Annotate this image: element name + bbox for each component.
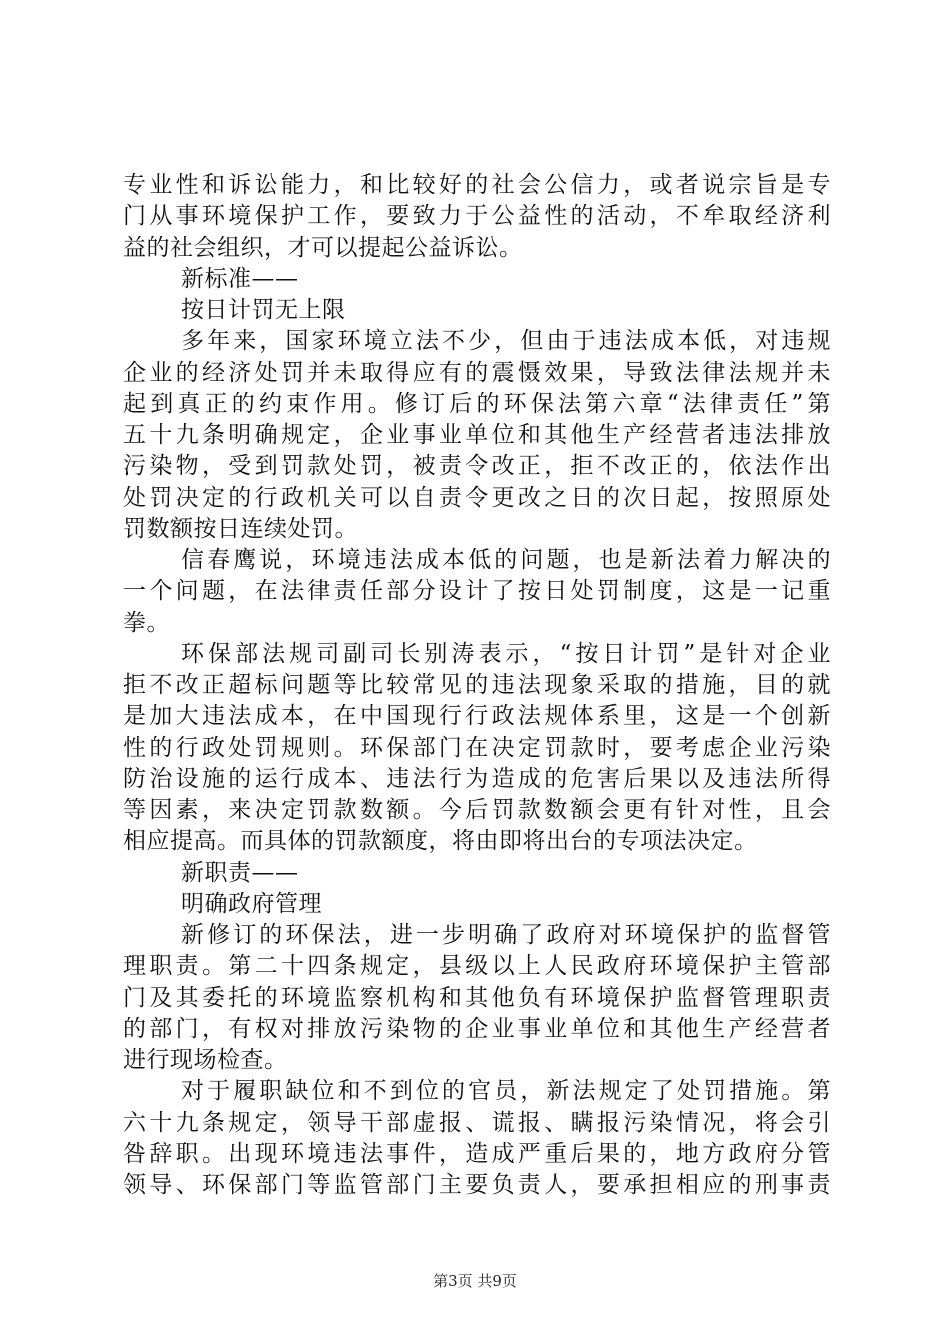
text-line: 的部门，有权对排放污染物的企业事业单位和其他生产经营者 <box>123 1015 831 1042</box>
text-line: 咎辞职。出现环境违法事件，造成严重后果的，地方政府分管 <box>123 1140 831 1167</box>
text-line: 企业的经济处罚并未取得应有的震慑效果，导致法律法规并未 <box>123 359 831 386</box>
text-line: 等因素，来决定罚款数额。今后罚款数额会更有针对性，且会 <box>123 797 831 823</box>
text-line: 六十九条规定，领导干部虚报、谎报、瞒报污染情况，将会引 <box>123 1109 831 1136</box>
text-line: 专业性和诉讼能力，和比较好的社会公信力，或者说宗旨是专 <box>123 172 831 198</box>
text-line: 对于履职缺位和不到位的官员，新法规定了处罚措施。第 <box>181 1078 831 1105</box>
text-line: 性的行政处罚规则。环保部门在决定罚款时，要考虑企业污染 <box>123 734 831 761</box>
text-line: 领导、环保部门等监管部门主要负责人，要承担相应的刑事责 <box>123 1172 831 1198</box>
text-line: 多年来，国家环境立法不少，但由于违法成本低，对违规 <box>181 328 831 355</box>
page-number-footer: 第3页 共9页 <box>433 1272 517 1290</box>
text-line: 一个问题，在法律责任部分设计了按日处罚制度，这是一记重 <box>123 578 831 605</box>
text-line: 信春鹰说，环境违法成本低的问题，也是新法着力解决的 <box>181 547 831 573</box>
section-subheading: 明确政府管理 <box>181 890 322 917</box>
text-line: 起到真正的约束作用。修订后的环保法第六章“法律责任”第 <box>123 390 831 417</box>
section-heading: 新标准—— <box>181 265 299 292</box>
document-body <box>123 170 831 1201</box>
text-line: 新修订的环保法，进一步明确了政府对环境保护的监督管 <box>181 922 831 948</box>
text-line: 污染物，受到罚款处罚，被责令改正，拒不改正的，依法作出 <box>123 453 831 480</box>
text-line: 环保部法规司副司长别涛表示，“按日计罚”是针对企业 <box>181 640 831 667</box>
text-line: 益的社会组织，才可以提起公益诉讼。 <box>123 234 523 261</box>
text-line: 进行现场检查。 <box>123 1047 288 1073</box>
text-line: 是加大违法成本，在中国现行行政法规体系里，这是一个创新 <box>123 703 831 730</box>
text-line: 处罚决定的行政机关可以自责令更改之日的次日起，按照原处 <box>123 484 831 511</box>
text-line: 相应提高。而具体的罚款额度，将由即将出台的专项法决定。 <box>123 828 758 855</box>
text-line: 防治设施的运行成本、违法行为造成的危害后果以及违法所得 <box>123 765 831 792</box>
text-line: 罚数额按日连续处罚。 <box>123 515 358 542</box>
text-line: 门及其委托的环境监察机构和其他负有环境保护监督管理职责 <box>123 984 831 1011</box>
section-heading: 新职责—— <box>181 859 299 886</box>
text-line: 五十九条明确规定，企业事业单位和其他生产经营者违法排放 <box>123 422 831 448</box>
text-line: 拒不改正超标问题等比较常见的违法现象采取的措施，目的就 <box>123 672 831 698</box>
section-subheading: 按日计罚无上限 <box>181 297 346 323</box>
text-line: 拳。 <box>123 609 170 636</box>
text-line: 门从事环境保护工作，要致力于公益性的活动，不牟取经济利 <box>123 203 831 230</box>
text-line: 理职责。第二十四条规定，县级以上人民政府环境保护主管部 <box>123 953 831 980</box>
